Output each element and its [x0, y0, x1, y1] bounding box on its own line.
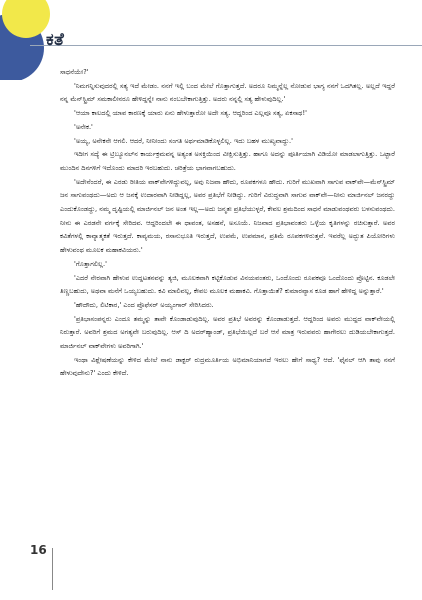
paragraph: ಸಾಧನೆಯೇ?' — [60, 68, 89, 76]
paragraph: 'ಪ್ರತಿಭಾಸಂಪನ್ನರು ಎಂದೂ ತಮ್ಮನ್ನು ತಾವೇ ಕೊಂಡಾಡುವುದಿಲ್ಲ. ಅವರ ಪ್ರತಿಭೆ ಅವರನ್ನು ಕೊಂಡಾಡುತ್ತದೆ. ಆದ್ದರಿಂದ ಅವರು ಮುದ್ದದ ವಾಕ್‌ವೇಯಲ್ಲಿ ನಿರುತ್ತಾರೆ. ಅವರಿಗೆ ಶ್ರಮದ ಅಗತ್ಯವೇ ಬರುವುದಿಲ್ಲ. ಆಸ್ ದಿ ಅದರ್‌ಹ್ಯಾಂಡ್, ಪ್ರತಿಭೆಯಿಲ್ಲದೆ ಬರೆ ಆಸೆ ಮಾತ್ರ ಇರುವವರು ಹಾಗೇರಲು ದುಡಿಯಬೇಕಾಗುತ್ತದೆ. ಮಾರ್ಜಿನಲ್ ವಾಕ್‌ವೇಗಳು ಅವರಿಗಾಗಿ.' — [60, 314, 395, 351]
paragraph: 'ನಿಮಗನ್ನಿಸುವುದರಲ್ಲಿ ಸತ್ಯ ಇದೆ ಮೇಡಂ. ನನಗೆ ಇಲ್ಲಿ ಬಂದ ಮೇಲೆ ಗೊತ್ತಾಗುತ್ತದೆ. ಅದರೂ ನಿಮ್ಮನ್ನೆಲ್ಲ ನೋಡುವ ಭಾಗ್ಯ ನನಗೆ ಒದಗಿತಲ್ಲ. ಅಲ್ಲದೆ ಇದ್ದರೆ ನನ್ನ ಮೆನ್‌ಸ್ಟ್ರಿಮ್ ಸಮಕಾಲೀನರೂ ಹೇಳಿದ್ದನ್ನೇ ನಾನು ನಂಬಬೇಕಾಗುತ್ತಿತ್ತು. ಅದರು ನನ್ನಲ್ಲಿ ಸತ್ಯ ಹೇಳುವುದಿಲ್ಲ.' — [60, 81, 395, 104]
paragraph: ಇಂಥಾ ವಿಶ್ಲೇಷಣೆಯನ್ನು ಕೇಳಿದ ಮೇಲೆ ನಾನು ಡಾಕ್ಟರ್ ರುದ್ರಮೂರ್ತಿಯ ಅಭಿಮಾನಿಯಾಗದೆ ಇರಲು ಹೇಗೆ ಸಾಧ್ಯ? ಆದೆ. 'ಫೈನಲ್ ಆಗಿ ತಾವು ನನಗೆ ಹೇಳುವುದೇನು?' ಎಂದು ಕೇಳಿದೆ. — [60, 355, 395, 378]
paragraph: 'ಅಯ್ಯ, ಅನೇಕನೇ ಆಗಲಿ. ಆದರೆ, ನೀನೀಂದು ಸಂಗತಿ ಅರ್ಥಮಾಡಿಕೊಳ್ಳಲಿಲ್ಲ. ಇದು ಬಹಳ ಮುಖ್ಯವಾದ್ದು.' — [74, 136, 293, 145]
paragraph: 'ಎದರೆ ನೇರವಾಗಿ ಹೇಳುವ ಉದ್ದಟತನವನ್ನು ತ್ಯಜಿ, ಮೂಲಕವಾಗಿ ಕಟ್ಟಿಕೊಡುವ ವಿನಯವಂತರು, ಒಂದೊಂದು ರೂಪಕವೂ ಒಂದೊಂದು ಪ್ರೊಟ್ಟಿನ. ಕೂಡಲೇ ತಿಣ್ಣಬಹುದು, ಅಥವಾ ಮನೆಗೆ ಒಯ್ಯಬಹುದು. ಕವಿ ಮಾಲಿವಲ್ಲ, ಕೇವಲ ಮೂಲಕ ಮಹಾಕವಿ. ಗೊತ್ತಾಯಿತೆ? ಕುಮಾರವ್ಯಾಸ ಕೂಡ ಹಾಗೆ ಹೇಳಿದ್ದ ಅನ್ನುತ್ತಾರೆ.' — [60, 273, 395, 296]
paragraph: 'ಗೊತ್ತಾಗಲಿಲ್ಲ.' — [74, 259, 107, 268]
page-number: 16 — [30, 543, 47, 557]
footer-rule — [52, 548, 53, 590]
paragraph: 'ಆಯಾ ಕಾಲದಲ್ಲಿ ಯಾವ ಕಾರಣಕ್ಕೆ ಯಾರು ಏನು ಹೇಳುತ್ತಾರೋ ಅದೇ ಸತ್ಯ. ಆದ್ದರಿಂದ ಎಲ್ಲವೂ ಸತ್ಯ, ಏಕಸಾಥ!' — [74, 109, 307, 118]
paragraph: ಇದೀಗ ಸದ್ಯೆ ಈ ಟ್ರಿಬ್ಯೂನಲ್‌ನ ಕಾರ್ಯಕ್ರಮವನ್ನ ಅತ್ಯಂತ ಅಸಕ್ತಿಯಿಂದ ವೀಕ್ಷಿಸುತ್ತಿತ್ತು. ಹಾಗೂ ಅದನ್ನು ಪೂರ್ತಿಯಾಗಿ ವಿಡಿಯೋ ಮಾಡಲಾಗುತ್ತಿತ್ತು. ಒಟ್ಟಾರೆ ಮುಂದಿನ ದಿನಗಳಿಗೆ ಇದೊಂದು ಮಾದರಿ ಇರಬಹುದು. ಚರಿತ್ರೆಯ ಭಾಗವಾಗಬಹುದು. — [60, 150, 395, 172]
paragraph: 'ಅದೇನೆಂದರೆ, ಈ ಎರಡು ರೀತಿಯ ವಾಕ್‌ವೇಗಳಿದ್ದುವಲ್ಲ, ಅವು ನಿಜವಾ ಹೌದು, ರೂಪಕಗಳೂ ಹೌದು. ಗುರಿಗೆ ಮುಖವಾಗಿ ಸಾಗುವ ವಾಕ್‌ವೇ—ಮೆನ್‌ಸ್ಟ್ರಿಮ್‌ ಜನ ಸಾಗುವಂಥದು—ಅದು ಆ ಜನಕ್ಕೆ ಉದಾರವಾಗಿ ನೀಡಿದ್ದಲ್ಲ, ಅವರ ಪ್ರತಿಭೆಗೆ ನೀಡಿದ್ದು. ಗುರಿಗೆ ವಿರುದ್ಧವಾಗಿ ಸಾಗುವ ವಾಕ್‌ವೇ—ನೀನು ಮಾರ್ಜಿನಲ್ ಜನರದ್ದು ಎಂದುಕೊಂಡದ್ದು, ನಮ್ಮ ದೃಷ್ಟಿಯಲ್ಲಿ ಮಾರ್ಜಿನಲ್ ಜನ ಅಂತ ಇಲ್ಲ—ಅದು ಜನ್ಮತಃ ಪ್ರತಿಭೆಯುಳ್ಳರೆ, ಕೇವಲ ಶ್ರಮದಿಂದ ಸಾಧನೆ ಮಾಡುವಂಥವರು ಬಳಸುವಂಥದು. ನೀನು ಈ ಎರಡನೇ ವರ್ಗಕ್ಕೆ ಸೇರಿದವ. ಆದ್ದರಿಂದಲೇ ಈ ಧಾವಂತ, ಅಸಹನೆ, ಅಸೂಯೆ. ನಿಜವಾದ ಪ್ರತಿಭಾವಂತರು ಒಳ್ಳೆಯ ಕೃತಿಗಳನ್ನು ರಚಿಸುತ್ತಾರೆ. ಅವರ ಕವಿತೆಗಳಲ್ಲಿ ಕಾವ್ಯಾತ್ಮಕತೆ ಇರುತ್ತದೆ. ಕಾವ್ಯಮಯ, ರಸಾನುಭೂತಿ ಇರುತ್ತದೆ, ಉಪಮೆ, ಉಪಮಾನ, ಪ್ರತಿಮೆ ರೂಪಕಗಳಿರುತ್ತವೆ. ಇವರೆಲ್ಲ ಅದ್ಭುತ ಪಿಯೋರಿಗಳು ಹೇಳುವಂಥ ಮೂಲಕ ಮಹಾಕವಿಯರು.' — [60, 177, 395, 255]
paragraph: 'ಅನೇಕ.' — [74, 122, 93, 131]
header-rule — [30, 45, 422, 46]
article-body — [60, 66, 395, 381]
paragraph: 'ಹೌದೌದು, ಲಿಟಿಕಾರ,' ಎಂದ ಪ್ರೊಫೆಸರ್ ಅಯ್ಯಂಗಾರ್ ಸೇರಿಸಿದರು. — [74, 300, 214, 309]
section-label: ಕತೆ — [46, 30, 65, 50]
